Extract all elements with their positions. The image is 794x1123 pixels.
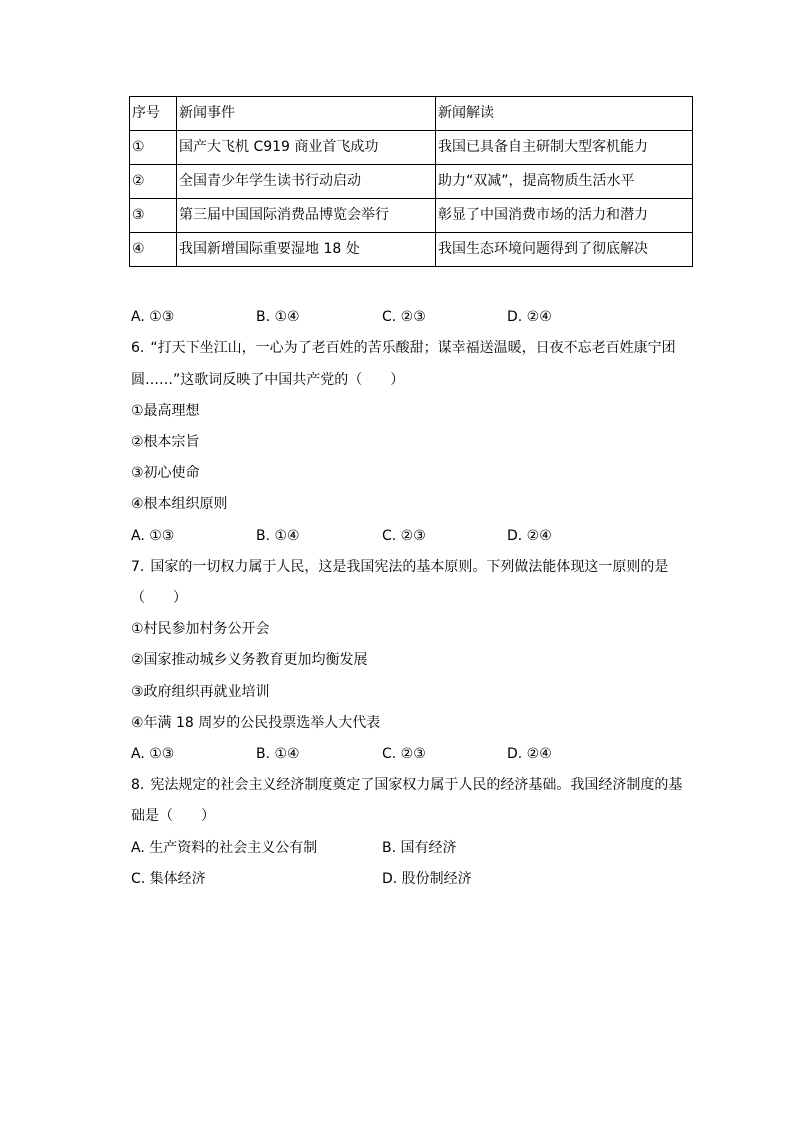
q7-item: ②国家推动城乡义务教育更加均衡发展: [131, 652, 368, 668]
q8-option-a[interactable]: A. 生产资料的社会主义公有制: [131, 840, 318, 856]
news-table: [129, 96, 693, 267]
table-cell: ②: [130, 165, 177, 199]
table-row: [130, 233, 693, 267]
q7-stem-line1: 7. 国家的一切权力属于人民，这是我国宪法的基本原则。下列做法能体现这一原则的是: [131, 559, 669, 575]
q6-option-d[interactable]: D. ②④: [507, 528, 552, 544]
q7-option-a[interactable]: A. ①③: [131, 746, 175, 762]
q7-stem-line2: （ ）: [131, 590, 187, 606]
q7-options: [131, 744, 651, 764]
q8-number: 8.: [131, 777, 145, 793]
header-cell: 新闻事件: [177, 97, 436, 131]
q6-item: ④根本组织原则: [131, 496, 228, 512]
q8-stem-line2: 础是（ ）: [131, 808, 215, 824]
table-cell: 第三届中国国际消费品博览会举行: [177, 199, 436, 233]
q7-item: ①村民参加村务公开会: [131, 621, 270, 637]
q6-item: ①最高理想: [131, 403, 200, 419]
q5-option-d[interactable]: D. ②④: [507, 309, 552, 325]
header-cell: 新闻解读: [436, 97, 693, 131]
table-row: [130, 165, 693, 199]
table-cell: 国产大飞机 C919 商业首飞成功: [177, 131, 436, 165]
q6-number: 6.: [131, 340, 145, 356]
q8-options-row1: [131, 838, 651, 858]
table-cell: 我国新增国际重要湿地 18 处: [177, 233, 436, 267]
table-row: [130, 199, 693, 233]
table-cell: 我国已具备自主研制大型客机能力: [436, 131, 693, 165]
q5-options: [131, 307, 651, 327]
q7-option-c[interactable]: C. ②③: [382, 746, 426, 762]
q7-item: ④年满 18 周岁的公民投票选举人大代表: [131, 715, 381, 731]
q8-stem-line1: 8. 宪法规定的社会主义经济制度奠定了国家权力属于人民的经济基础。我国经济制度的基: [131, 777, 683, 793]
table-header-row: [130, 97, 693, 131]
table-cell: 全国青少年学生读书行动启动: [177, 165, 436, 199]
q6-item: ②根本宗旨: [131, 434, 200, 450]
q8-option-b[interactable]: B. 国有经济: [382, 840, 457, 856]
table-cell: 助力“双减”，提高物质生活水平: [436, 165, 693, 199]
table-cell: ④: [130, 233, 177, 267]
table-row: [130, 131, 693, 165]
q7-number: 7.: [131, 559, 145, 575]
header-cell: 序号: [130, 97, 177, 131]
q6-stem-line2: 圆……”这歌词反映了中国共产党的（ ）: [131, 372, 405, 388]
q6-options: [131, 526, 651, 546]
q7-item: ③政府组织再就业培训: [131, 684, 270, 700]
q5-option-a[interactable]: A. ①③: [131, 309, 175, 325]
q8-option-c[interactable]: C. 集体经济: [131, 871, 206, 887]
q7-option-d[interactable]: D. ②④: [507, 746, 552, 762]
q5-option-c[interactable]: C. ②③: [382, 309, 426, 325]
q5-option-b[interactable]: B. ①④: [256, 309, 300, 325]
q6-stem-line1: 6. “打天下坐江山，一心为了老百姓的苦乐酸甜；谋幸福送温暖，日夜不忘老百姓康宁团: [131, 340, 676, 356]
q6-option-b[interactable]: B. ①④: [256, 528, 300, 544]
q6-option-a[interactable]: A. ①③: [131, 528, 175, 544]
q8-options-row2: [131, 869, 651, 889]
table-cell: ③: [130, 199, 177, 233]
table-cell: 我国生态环境问题得到了彻底解决: [436, 233, 693, 267]
q7-option-b[interactable]: B. ①④: [256, 746, 300, 762]
q8-option-d[interactable]: D. 股份制经济: [382, 871, 472, 887]
table-cell: 彰显了中国消费市场的活力和潜力: [436, 199, 693, 233]
q6-option-c[interactable]: C. ②③: [382, 528, 426, 544]
q6-item: ③初心使命: [131, 465, 200, 481]
table-cell: ①: [130, 131, 177, 165]
